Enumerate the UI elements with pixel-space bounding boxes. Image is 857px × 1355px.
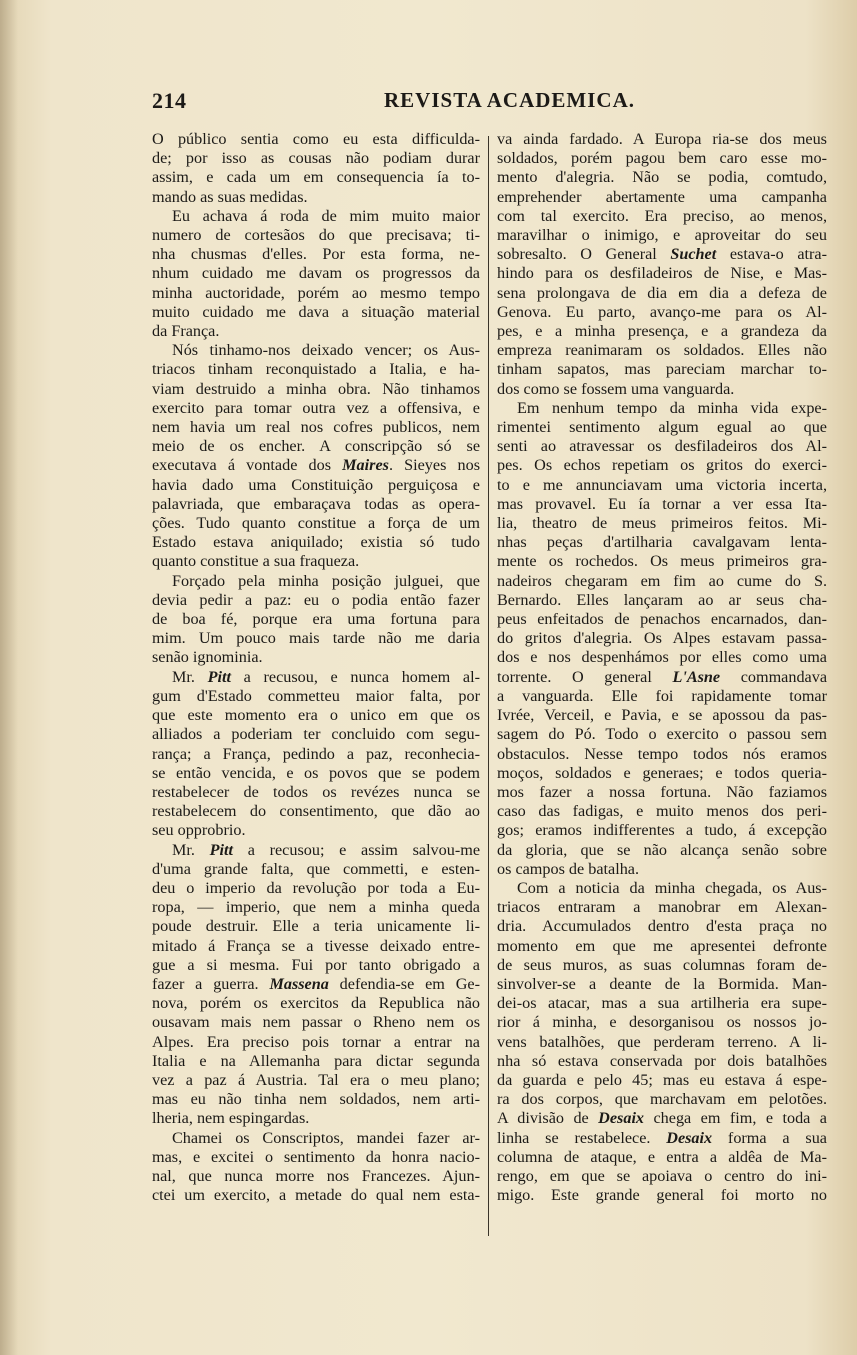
left-column-line: mando as suas medidas. bbox=[152, 187, 308, 206]
left-column-line: seu opprobrio. bbox=[152, 821, 246, 840]
right-column-line: dria. Accumulados dentro d'esta praça no bbox=[497, 917, 827, 936]
right-column-line: maravilhar o inimigo, e aproveitar do seu bbox=[497, 226, 827, 245]
left-column-line: nem havia um real nos cofres publicos, nem bbox=[152, 418, 480, 437]
left-column-line: de boa fé, porque era uma fortuna para bbox=[152, 610, 480, 629]
right-column-line: mento d'alegria. Não se podia, comtudo, bbox=[497, 168, 827, 187]
left-column-line: nhum cuidado me davam os progressos da bbox=[152, 264, 480, 283]
left-column-line: havia dado uma Constituição perguiçosa e bbox=[152, 475, 480, 494]
right-column-line: sinvolver-se a deante de la Bormida. Man- bbox=[497, 974, 827, 993]
right-column-line: sobresalto. O General Suchet estava-o atra- bbox=[497, 245, 827, 264]
right-column-line: sena prolongava de dia em dia a defeza de bbox=[497, 283, 827, 302]
left-column-line: alliados a poderiam ter concluido com segu- bbox=[152, 725, 480, 744]
right-column-line: migo. Este grande general foi morto no bbox=[497, 1186, 827, 1205]
right-column-line: pes, e a minha presença, e a grandeza da bbox=[497, 322, 827, 341]
right-column-line: momento em que me apresentei defronte bbox=[497, 936, 827, 955]
right-column-line: senti ao atravessar os desfiladeiros dos Al- bbox=[497, 437, 827, 456]
page-header bbox=[152, 88, 832, 118]
right-text-column bbox=[497, 130, 827, 1205]
right-column-line: va ainda fardado. A Europa ria-se dos meus bbox=[497, 130, 827, 148]
left-column-line: lheria, nem espingardas. bbox=[152, 1109, 310, 1128]
right-column-line: to e me annunciavam uma victoria incerta, bbox=[497, 475, 827, 494]
left-column-line: Forçado pela minha posição julguei, que bbox=[172, 571, 480, 590]
right-column-line: empreza reanimaram os soldados. Elles não bbox=[497, 341, 827, 360]
right-column-line: com tal exercito. Era preciso, ao menos, bbox=[497, 206, 827, 225]
left-column-line: d'uma grande falta, que commetti, e esten- bbox=[152, 859, 480, 878]
right-column-line: do gritos d'alegria. Os Alpes estavam passa- bbox=[497, 629, 827, 648]
right-column-line: gos; eramos indifferentes a tudo, á excepção bbox=[497, 821, 827, 840]
left-column-line: Eu achava á roda de mim muito maior bbox=[172, 206, 480, 225]
right-column-line: triacos entraram a manobrar em Alexan- bbox=[497, 898, 827, 917]
right-column-line: pes. Os echos repetiam os gritos do exerci- bbox=[497, 456, 827, 475]
right-column-line: linha se restabelece. Desaix forma a sua bbox=[497, 1128, 827, 1147]
right-column-line: hindo para os desfiladeiros de Nise, e Mas- bbox=[497, 264, 827, 283]
left-column-line: Chamei os Conscriptos, mandei fazer ar- bbox=[172, 1128, 480, 1147]
left-column-line: triacos tinham reconquistado a Italia, e ha- bbox=[152, 360, 480, 379]
right-column-line: emprehender abertamente uma campanha bbox=[497, 187, 827, 206]
right-column-line: Com a noticia da minha chegada, os Aus- bbox=[517, 878, 827, 897]
left-text-column bbox=[152, 130, 480, 1205]
left-column-line: rança; a França, pedindo a paz, reconhecia- bbox=[152, 744, 480, 763]
right-column-line: dos como se fossem uma vanguarda. bbox=[497, 379, 735, 398]
right-column-line: dei-os atacar, mas a sua artilheria era supe- bbox=[497, 994, 827, 1013]
right-column-line: peus enfeitados de penachos encarnados, dan- bbox=[497, 610, 827, 629]
right-column-line: da gloria, que se não alcança senão sobre bbox=[497, 840, 827, 859]
right-column-line: rior á minha, e desorganisou os nossos jo- bbox=[497, 1013, 827, 1032]
right-column-line: tinham sapatos, mas pareciam marchar to- bbox=[497, 360, 827, 379]
left-column-line: gue a si mesma. Fui por tanto obrigado a bbox=[152, 955, 480, 974]
right-column-line: Em nenhum tempo da minha vida expe- bbox=[517, 398, 827, 417]
right-column-line: nhas peças d'artilharia cavalgavam lenta- bbox=[497, 533, 827, 552]
left-column-line: da França. bbox=[152, 322, 220, 341]
right-column-line: dos e nos despenhámos por elles como uma bbox=[497, 648, 827, 667]
right-column-line: sagem do Pó. Todo o exercito o passou sem bbox=[497, 725, 827, 744]
left-column-line: mas eu não tinha nem soldados, nem arti- bbox=[152, 1090, 480, 1109]
right-column-line: de seus muros, as suas columnas foram de- bbox=[497, 955, 827, 974]
left-column-line: ctei um exercito, a metade do qual nem esta- bbox=[152, 1186, 480, 1205]
left-column-line: O público sentia como eu esta difficulda- bbox=[152, 130, 480, 148]
left-column-line: nal, que nunca morre nos Francezes. Ajun- bbox=[152, 1166, 480, 1185]
left-column-line: assim, e cada um em consequencia ía to- bbox=[152, 168, 480, 187]
left-column-line: nova, porém os exercitos da Republica não bbox=[152, 994, 480, 1013]
right-column-line: torrente. O general L'Asne commandava bbox=[497, 667, 827, 686]
right-column-line: a vanguarda. Elle foi rapidamente tomar bbox=[497, 686, 827, 705]
right-column-line: mente os rochedos. Os meus primeiros gra- bbox=[497, 552, 827, 571]
left-column-line: palavriada, que embaraçava todas as opera- bbox=[152, 494, 480, 513]
right-column-line: mas provavel. Eu ía tornar a ver essa Ita- bbox=[497, 494, 827, 513]
left-column-line: ousavam mais nem passar o Rheno nem os bbox=[152, 1013, 480, 1032]
left-column-line: meio de os encher. A conscripção só se bbox=[152, 437, 480, 456]
left-column-line: ções. Tudo quanto constitue a força de um bbox=[152, 514, 480, 533]
right-column-line: os campos de batalha. bbox=[497, 859, 640, 878]
right-column-line: da guarda e pelo 45; mas eu estava á espe- bbox=[497, 1070, 827, 1089]
right-column-line: Ivrée, Verceil, e Pavia, e se apossou da pas- bbox=[497, 706, 827, 725]
left-column-line: ropa, — imperio, que nem a minha queda bbox=[152, 898, 480, 917]
left-column-line: restabelecer de todos os revézes nunca se bbox=[152, 782, 480, 801]
left-column-line: Mr. Pitt a recusou, e nunca homem al- bbox=[172, 667, 480, 686]
right-column-line: ra dos corpos, que marchavam em pelotões. bbox=[497, 1090, 827, 1109]
right-column-line: lia, theatro de meus primeiros feitos. Mi- bbox=[497, 514, 827, 533]
left-column-line: mitado á França se a tivesse deixado entre- bbox=[152, 936, 480, 955]
right-column-line: Genova. Eu parto, avanço-me para os Al- bbox=[497, 302, 827, 321]
right-column-line: caso das fadigas, e muito menos dos peri- bbox=[497, 802, 827, 821]
left-column-line: restabelecem do consentimento, que dão ao bbox=[152, 802, 480, 821]
left-column-line: Estado estava aniquilado; existia só tudo bbox=[152, 533, 480, 552]
running-title: REVISTA ACADEMICA. bbox=[384, 88, 635, 112]
right-column-line: rimentei sentimento algum egual ao que bbox=[497, 418, 827, 437]
left-column-line: Alpes. Era preciso pois tornar a entrar na bbox=[152, 1032, 480, 1051]
left-column-line: devia pedir a paz: eu o podia então fazer bbox=[152, 590, 480, 609]
column-divider bbox=[488, 136, 489, 1236]
left-column-line: Mr. Pitt a recusou; e assim salvou-me bbox=[172, 840, 481, 859]
left-column-line: executava á vontade dos Maires. Sieyes nos bbox=[152, 456, 480, 475]
right-column-line: rengo, em que se apoiava o centro do ini- bbox=[497, 1166, 827, 1185]
right-column-line: obstaculos. Nesse tempo todos nós eramos bbox=[497, 744, 827, 763]
left-column-line: nha chusmas d'elles. Por esta forma, ne- bbox=[152, 245, 480, 264]
left-column-line: senão ignominia. bbox=[152, 648, 263, 667]
left-column-line: vez a paz á Austria. Tal era o meu plano; bbox=[152, 1070, 480, 1089]
page-number: 214 bbox=[152, 88, 187, 113]
binding-shadow bbox=[0, 0, 18, 1355]
right-column-line: soldados, porém pagou bem caro esse mo- bbox=[497, 149, 827, 168]
left-column-line: exercito para tomar outra vez a offensiva, e bbox=[152, 398, 480, 417]
right-column-line: A divisão de Desaix chega em fim, e toda a bbox=[497, 1109, 827, 1128]
left-column-line: viam destruido a minha obra. Não tinhamos bbox=[152, 379, 480, 398]
left-column-line: de; por isso as cousas não podiam durar bbox=[152, 149, 480, 168]
left-column-line: numero de cortesãos do que precisava; ti- bbox=[152, 226, 480, 245]
left-column-line: fazer a guerra. Massena defendia-se em Ge- bbox=[152, 974, 481, 993]
left-column-line: poude destruir. Elle a teria unicamente li- bbox=[152, 917, 480, 936]
left-column-line: gum d'Estado commetteu maior falta, por bbox=[152, 686, 480, 705]
right-column-line: mos fazer a nossa fortuna. Não faziamos bbox=[497, 782, 827, 801]
right-column-line: columna de ataque, e entra a aldêa de Ma- bbox=[497, 1147, 827, 1166]
left-column-line: minha auctoridade, porém ao mesmo tempo bbox=[152, 283, 480, 302]
right-column-line: nha só estava conservada por dois batalhões bbox=[497, 1051, 827, 1070]
left-column-line: mim. Um pouco mais tarde não me daria bbox=[152, 629, 480, 648]
left-column-line: quanto constitue a sua fraqueza. bbox=[152, 552, 360, 571]
right-column-line: moços, soldados e generaes; e todos queria- bbox=[497, 763, 827, 782]
right-column-line: vens batalhões, que perderam terreno. A li- bbox=[497, 1032, 827, 1051]
left-column-line: Nós tinhamo-nos deixado vencer; os Aus- bbox=[172, 341, 480, 360]
right-column-line: Bernardo. Elles lançaram ao ar seus cha- bbox=[497, 590, 827, 609]
left-column-line: que este momento era o unico em que os bbox=[152, 706, 480, 725]
left-column-line: deu o imperio da revolução por toda a Eu- bbox=[152, 878, 480, 897]
left-column-line: Italia e na Allemanha para dictar segunda bbox=[152, 1051, 480, 1070]
left-column-line: muito cuidado me dava a situação material bbox=[152, 302, 480, 321]
left-column-line: se então vencida, e os povos que se podem bbox=[152, 763, 480, 782]
left-column-line: mas, e excitei o sentimento da honra nacio- bbox=[152, 1147, 480, 1166]
right-column-line: nadeiros chegaram em fim ao cume do S. bbox=[497, 571, 827, 590]
